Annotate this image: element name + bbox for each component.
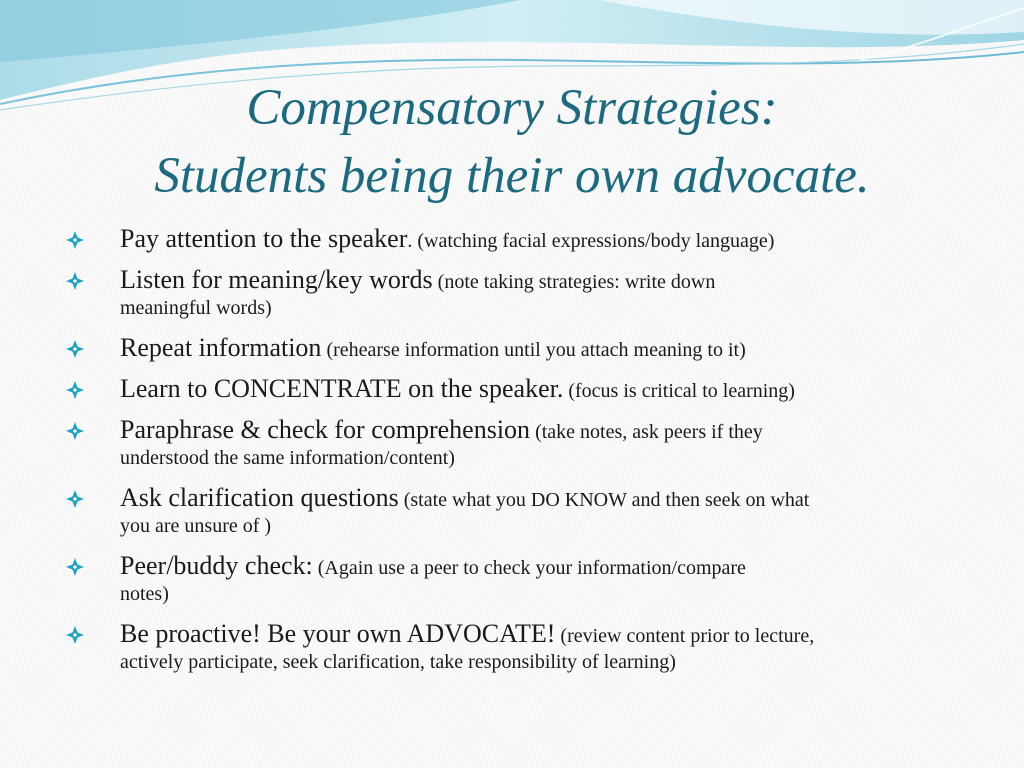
list-item [60, 549, 980, 617]
diamond-bullet-icon [66, 272, 84, 290]
bullet-continuation-text: you are unsure of ) [120, 515, 272, 537]
bullet-underlined-text: critical [641, 380, 698, 402]
bullet-main-text: Listen for meaning/key words [120, 265, 433, 294]
title-line-1: Compensatory Strategies: [246, 80, 778, 136]
list-item [60, 617, 980, 685]
diamond-bullet-icon [66, 490, 84, 508]
bullet-continuation-text: meaningful words) [120, 297, 272, 319]
bullet-detail-text: (rehearse information until you attach meaning to it) [321, 339, 746, 361]
title-line-2: Students being their own advocate. [154, 148, 870, 204]
bullet-continuation-text: notes) [120, 583, 169, 605]
bullet-main-text: Repeat information [120, 333, 322, 362]
list-item [60, 372, 980, 413]
bullet-continuation-text: actively participate, seek clarification, take responsibility of learning) [120, 651, 676, 673]
diamond-bullet-icon [66, 340, 84, 358]
bullet-main-text: Be proactive! Be your own ADVOCATE! [120, 619, 556, 648]
diamond-bullet-icon [66, 381, 84, 399]
bullet-continuation-text: understood the same information/content) [120, 447, 455, 469]
slide-title [0, 74, 1024, 210]
list-item [60, 263, 980, 331]
diamond-bullet-icon [66, 422, 84, 440]
list-item [60, 481, 980, 549]
bullet-detail-text: . (watching facial expressions/body language) [407, 230, 775, 252]
bullet-detail-text-end: to learning) [697, 380, 795, 402]
bullet-detail-text: (take notes, ask peers if they [530, 421, 763, 443]
bullet-detail-text: (Again use a peer to check your information/compare [312, 557, 746, 579]
diamond-bullet-icon [66, 558, 84, 576]
bullet-list [60, 222, 980, 685]
list-item [60, 222, 980, 263]
list-item [60, 413, 980, 481]
list-item [60, 331, 980, 372]
bullet-detail-text: (note taking strategies: write down [432, 271, 716, 293]
bullet-main-text: Ask clarification questions [120, 483, 399, 512]
bullet-main-text: Learn to CONCENTRATE on the speaker. [120, 374, 564, 403]
diamond-bullet-icon [66, 231, 84, 249]
bullet-detail-text: (state what you DO KNOW and then seek on what [398, 489, 810, 511]
bullet-main-text: Paraphrase & check for comprehension [120, 415, 531, 444]
diamond-bullet-icon [66, 626, 84, 644]
bullet-detail-text: (focus is [563, 380, 642, 402]
bullet-main-text: Pay attention to the speaker [120, 224, 408, 253]
bullet-main-text: Peer/buddy check: [120, 551, 313, 580]
bullet-detail-text: (review content prior to lecture, [555, 625, 815, 647]
